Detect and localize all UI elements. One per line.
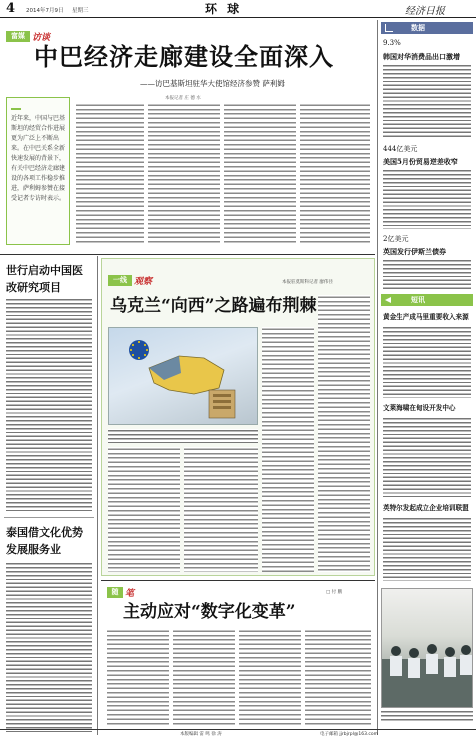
page-number: 4 bbox=[6, 1, 16, 16]
students-illustration bbox=[382, 589, 473, 708]
lead-text: 近年来，中国与巴基斯坦的经贸合作进展更为广泛上不断出来。在中巴关系全新快速发展的背景下，有关中巴经济走廊建设的各项工作稳步推进，萨利姆参赞在接受记者专访时表示。 bbox=[11, 115, 66, 202]
quote-bar bbox=[11, 108, 21, 110]
bottom-kicker-label: 随 bbox=[111, 588, 119, 596]
left-body-1 bbox=[6, 298, 92, 512]
chart-icon bbox=[385, 24, 393, 32]
brief-body-3 bbox=[383, 517, 471, 581]
data-body-2 bbox=[383, 169, 471, 229]
masthead bbox=[0, 0, 476, 18]
bottom-body-column-1 bbox=[107, 629, 169, 725]
left-headline-1: 世行启动中国医改研究项目 bbox=[6, 264, 83, 294]
feature-kicker-label: 一线 bbox=[113, 276, 127, 284]
left-column-rule bbox=[97, 256, 98, 735]
bottom-story bbox=[101, 583, 375, 728]
divider-bottom-story bbox=[101, 580, 375, 581]
bottom-byline: □ 付 鹏 bbox=[326, 590, 343, 595]
feature-kicker-tag bbox=[108, 275, 132, 286]
divider-top-story bbox=[0, 254, 375, 255]
divider-left-stories bbox=[4, 517, 94, 518]
feature-kicker-tail: 观察 bbox=[134, 277, 153, 287]
issue-weekday: 星期三 bbox=[72, 8, 89, 14]
top-story bbox=[0, 19, 375, 254]
feature-byline: 本报驻莫斯科记者 廖伟径 bbox=[282, 280, 333, 285]
left-body-2 bbox=[6, 562, 92, 732]
body-column-1 bbox=[76, 103, 144, 245]
figure-3: 2亿美元 bbox=[383, 235, 409, 243]
kicker-label: 富媒 bbox=[11, 32, 25, 40]
classroom-photo bbox=[381, 588, 473, 708]
body-column-2 bbox=[148, 103, 220, 245]
data-headline-3: 英国发行伊斯兰债券 bbox=[383, 247, 446, 256]
footer-editors: 本版编辑 雷 鸣 徐 涛 bbox=[180, 732, 222, 737]
right-column-rule bbox=[377, 20, 378, 735]
footer-contact: 电子邮箱 jjrbjrpl@163.com bbox=[320, 732, 378, 737]
brief-headline-3: 英特尔发起成立企业培训联盟 bbox=[383, 504, 469, 512]
bottom-kicker-tag bbox=[107, 587, 123, 598]
megaphone-icon bbox=[385, 297, 391, 303]
kicker-tail: 访谈 bbox=[32, 33, 51, 43]
feature-body-column-2 bbox=[318, 295, 370, 572]
figure-1: 9.3% bbox=[383, 39, 401, 47]
feature-body-column-3 bbox=[108, 447, 180, 572]
brief-headline-1: 黄金生产成马里重要收入来源 bbox=[383, 313, 469, 321]
subheadline: ——访巴基斯坦驻华大使馆经济参赞 萨利姆 bbox=[140, 79, 285, 88]
brief-box-label: 短讯 bbox=[411, 296, 425, 304]
feature-headline: 乌克兰“向西”之路遍布荆棘 bbox=[110, 296, 317, 316]
feature-photo-caption bbox=[108, 429, 258, 443]
brief-headline-2: 文莱海啸在甸设开发中心 bbox=[383, 404, 456, 412]
bottom-body-column-4 bbox=[305, 629, 371, 725]
data-headline-1: 韩国对华消费品出口激增 bbox=[383, 52, 460, 61]
feature-body-column-1 bbox=[262, 327, 314, 572]
data-body-1 bbox=[383, 64, 471, 139]
feature-box bbox=[101, 258, 375, 576]
section-title: 环 球 bbox=[205, 2, 243, 16]
brief-box-banner bbox=[381, 294, 473, 306]
feature-body-column-4 bbox=[184, 447, 258, 572]
brief-body-2 bbox=[383, 417, 471, 497]
left-story-2 bbox=[4, 520, 94, 735]
body-column-3 bbox=[224, 103, 296, 245]
eu-map-illustration bbox=[109, 328, 258, 425]
left-story-1 bbox=[4, 258, 94, 516]
bottom-body-column-3 bbox=[239, 629, 301, 725]
figure-2: 444亿美元 bbox=[383, 145, 418, 153]
data-box-banner bbox=[381, 22, 473, 34]
data-box-label: 数据 bbox=[411, 24, 425, 32]
headline: 中巴经济走廊建设全面深入 bbox=[34, 42, 334, 71]
classroom-photo-caption bbox=[381, 710, 473, 722]
data-box bbox=[381, 22, 473, 292]
left-headline-2: 泰国借文化优势发展服务业 bbox=[6, 526, 83, 556]
brief-body-1 bbox=[383, 326, 471, 398]
data-headline-2: 美国5月份贸易逆差收窄 bbox=[383, 157, 458, 166]
feature-photo bbox=[108, 327, 258, 425]
bottom-body-column-2 bbox=[173, 629, 235, 725]
kicker-tag bbox=[6, 31, 30, 42]
body-column-4 bbox=[300, 103, 370, 245]
lead-quote-box bbox=[6, 97, 70, 245]
brief-box bbox=[381, 294, 473, 584]
footer-rule bbox=[0, 729, 476, 730]
byline: 本报记者 庄 德 水 bbox=[165, 96, 201, 101]
data-body-3 bbox=[383, 259, 471, 291]
bottom-headline: 主动应对“数字化变革” bbox=[123, 602, 296, 622]
issue-date: 2014年7月9日 bbox=[26, 8, 64, 14]
bottom-kicker-tail: 笔 bbox=[125, 589, 135, 599]
brand-logo: 经济日报 bbox=[405, 6, 445, 17]
